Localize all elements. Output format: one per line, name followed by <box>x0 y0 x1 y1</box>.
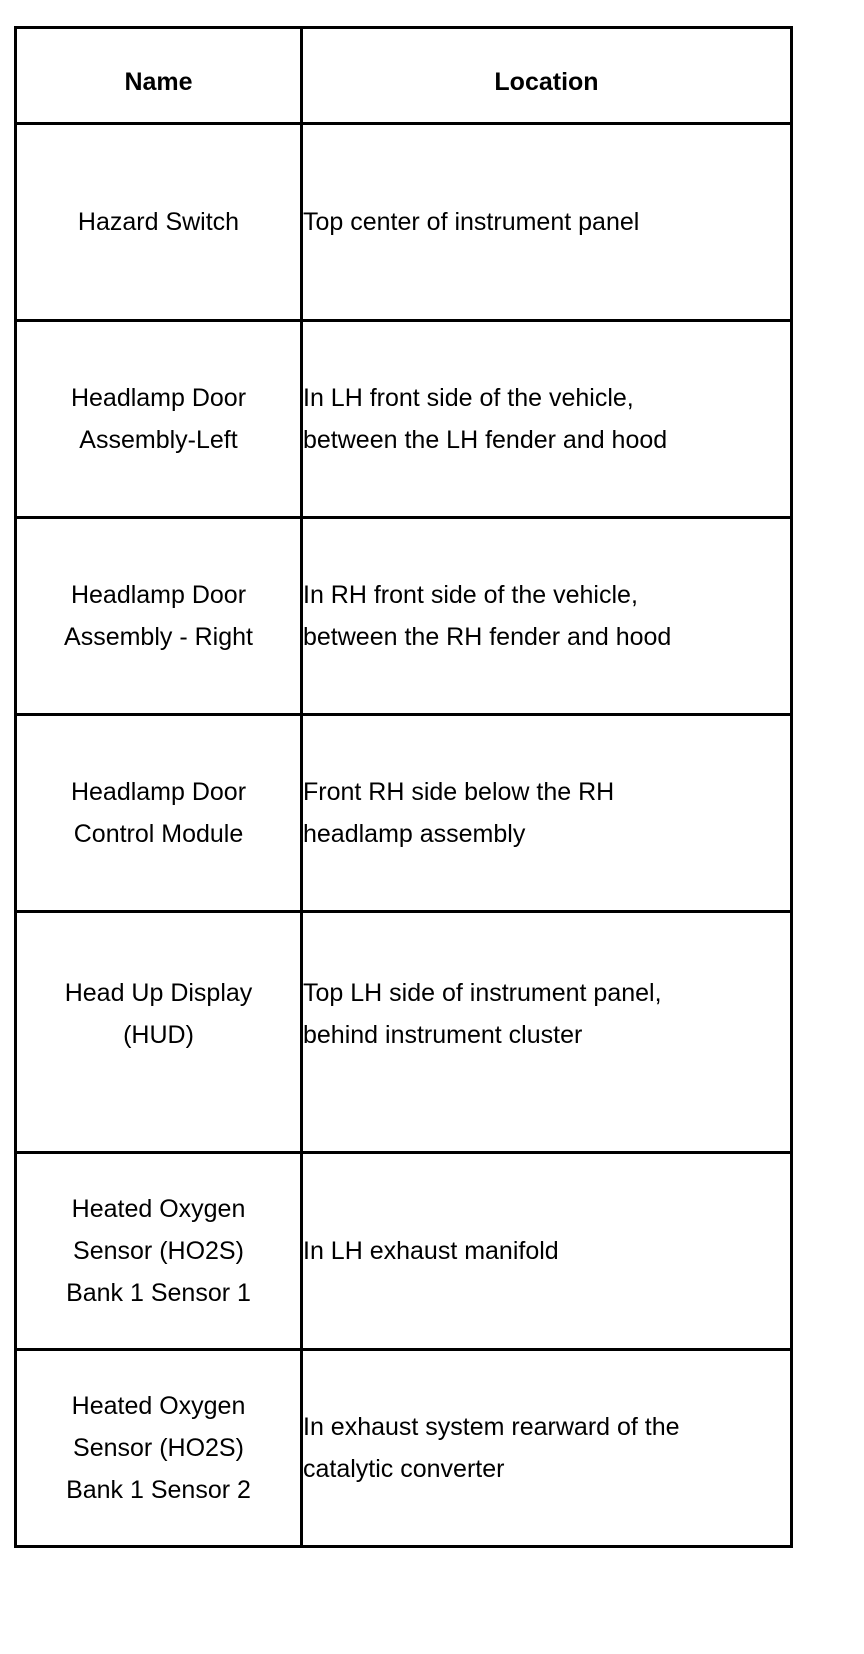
component-name: Hazard Switch <box>77 208 240 236</box>
component-name: Heated Oxygen Sensor (HO2S) Bank 1 Sensor 1 <box>66 1195 251 1307</box>
component-location-table <box>14 26 793 1548</box>
header-name: Name <box>16 28 302 124</box>
table-row <box>16 1350 792 1547</box>
location-cell <box>302 518 792 715</box>
component-name: Headlamp Door Assembly - Right <box>64 581 253 651</box>
location-cell <box>302 124 792 321</box>
component-location: In exhaust system rearward of the catalytic converter <box>303 1413 680 1483</box>
location-cell <box>302 715 792 912</box>
component-location: Top center of instrument panel <box>303 208 640 236</box>
name-cell <box>16 715 302 912</box>
location-cell <box>302 1350 792 1547</box>
location-cell <box>302 1153 792 1350</box>
table-row <box>16 321 792 518</box>
table-row <box>16 1153 792 1350</box>
component-location: In LH front side of the vehicle, between the LH fender and hood <box>303 384 668 454</box>
table-row <box>16 124 792 321</box>
location-cell <box>302 321 792 518</box>
name-cell <box>16 124 302 321</box>
name-cell <box>16 1153 302 1350</box>
component-name: Head Up Display (HUD) <box>64 979 253 1049</box>
name-cell <box>16 912 302 1153</box>
component-name: Heated Oxygen Sensor (HO2S) Bank 1 Sensor 2 <box>66 1392 251 1504</box>
table-row <box>16 912 792 1153</box>
name-cell <box>16 518 302 715</box>
header-row <box>16 28 792 124</box>
header-location: Location <box>302 28 792 124</box>
component-name: Headlamp Door Assembly-Left <box>70 384 247 454</box>
component-name: Headlamp Door Control Module <box>70 778 247 848</box>
component-location: In RH front side of the vehicle, between the RH fender and hood <box>303 581 672 651</box>
table-body <box>16 124 792 1547</box>
component-location: Top LH side of instrument panel, behind instrument cluster <box>303 979 662 1049</box>
name-cell <box>16 321 302 518</box>
component-location: In LH exhaust manifold <box>303 1237 559 1265</box>
component-location: Front RH side below the RH headlamp assembly <box>303 778 615 848</box>
name-cell <box>16 1350 302 1547</box>
table-row <box>16 715 792 912</box>
table-row <box>16 518 792 715</box>
table-header <box>16 28 792 124</box>
location-cell <box>302 912 792 1153</box>
